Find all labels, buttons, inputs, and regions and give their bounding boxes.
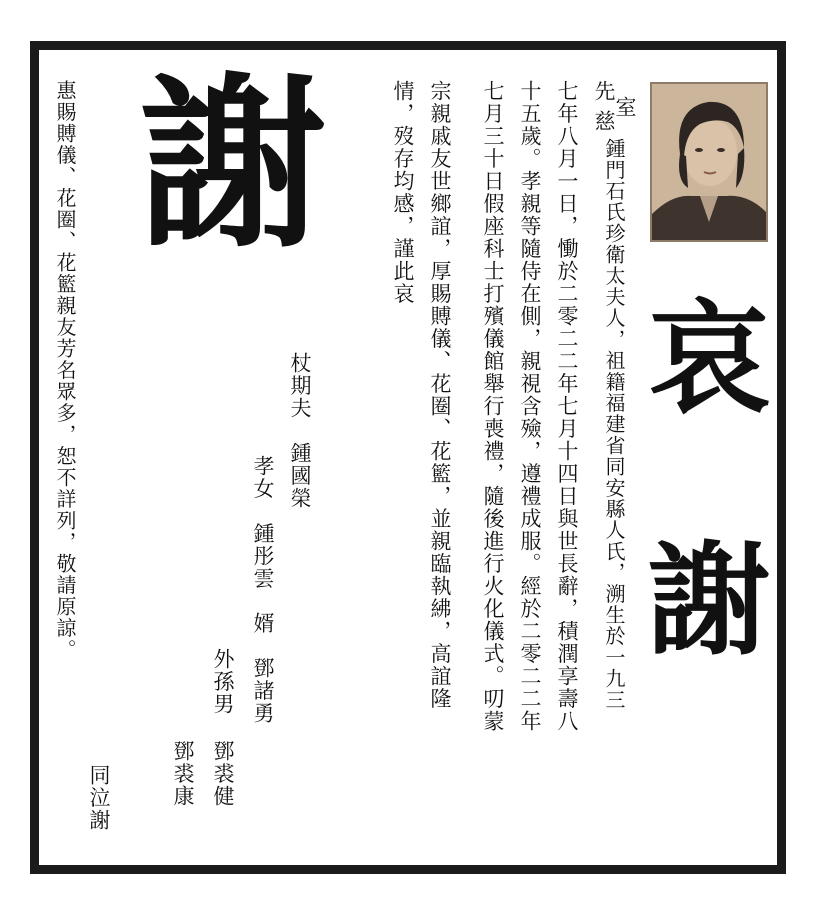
- body-line-5: 宗親戚友世鄉誼，厚賜賻儀、花圈、花籃，並親臨執紼，高誼隆: [428, 80, 452, 710]
- body-line-1: 鍾門石氏珍衛太夫人，祖籍福建省同安縣人氏，溯生於一九三: [602, 138, 626, 711]
- body-line-6: 情，歿存均感，謹此哀: [391, 80, 415, 305]
- heading-xie-left: 謝: [140, 56, 327, 273]
- signatory-closing: 同泣謝: [87, 764, 111, 832]
- body-line-3: 十五歲。孝親等隨侍在側，親視含殮，遵禮成服。經於二零二二年: [518, 80, 542, 733]
- heading-ai: 哀: [648, 288, 770, 430]
- body-honorific-2: 慈: [592, 110, 616, 133]
- signatory-grandson-label: 外孫男: [211, 648, 235, 716]
- body-line-2: 七年八月一日，慟於二零二二年七月十四日與世長辭，積潤享壽八: [555, 80, 579, 733]
- signatory-son-in-law: 婿 鄧諸勇: [251, 612, 275, 725]
- body-honorific-3: 室: [613, 96, 637, 119]
- body-honorific-1: 先: [592, 80, 616, 103]
- apology-line: 惠賜賻儀、花圈、花籃親友芳名眾多，恕不詳列，敬請原諒。: [53, 80, 77, 661]
- heading-xie-right: 謝: [648, 530, 770, 672]
- portrait-photo: [650, 82, 768, 242]
- signatory-grandson-1: 鄧裘健: [211, 740, 235, 808]
- signatory-husband: 杖期夫 鍾國榮: [288, 352, 312, 510]
- portrait-image: [652, 84, 766, 240]
- signatory-grandson-2: 鄧裘康: [171, 740, 195, 808]
- signatory-daughter: 孝女 鍾彤雲: [251, 455, 275, 590]
- body-line-4: 七月三十日假座科士打殯儀館舉行喪禮，隨後進行火化儀式。叨蒙: [481, 80, 505, 733]
